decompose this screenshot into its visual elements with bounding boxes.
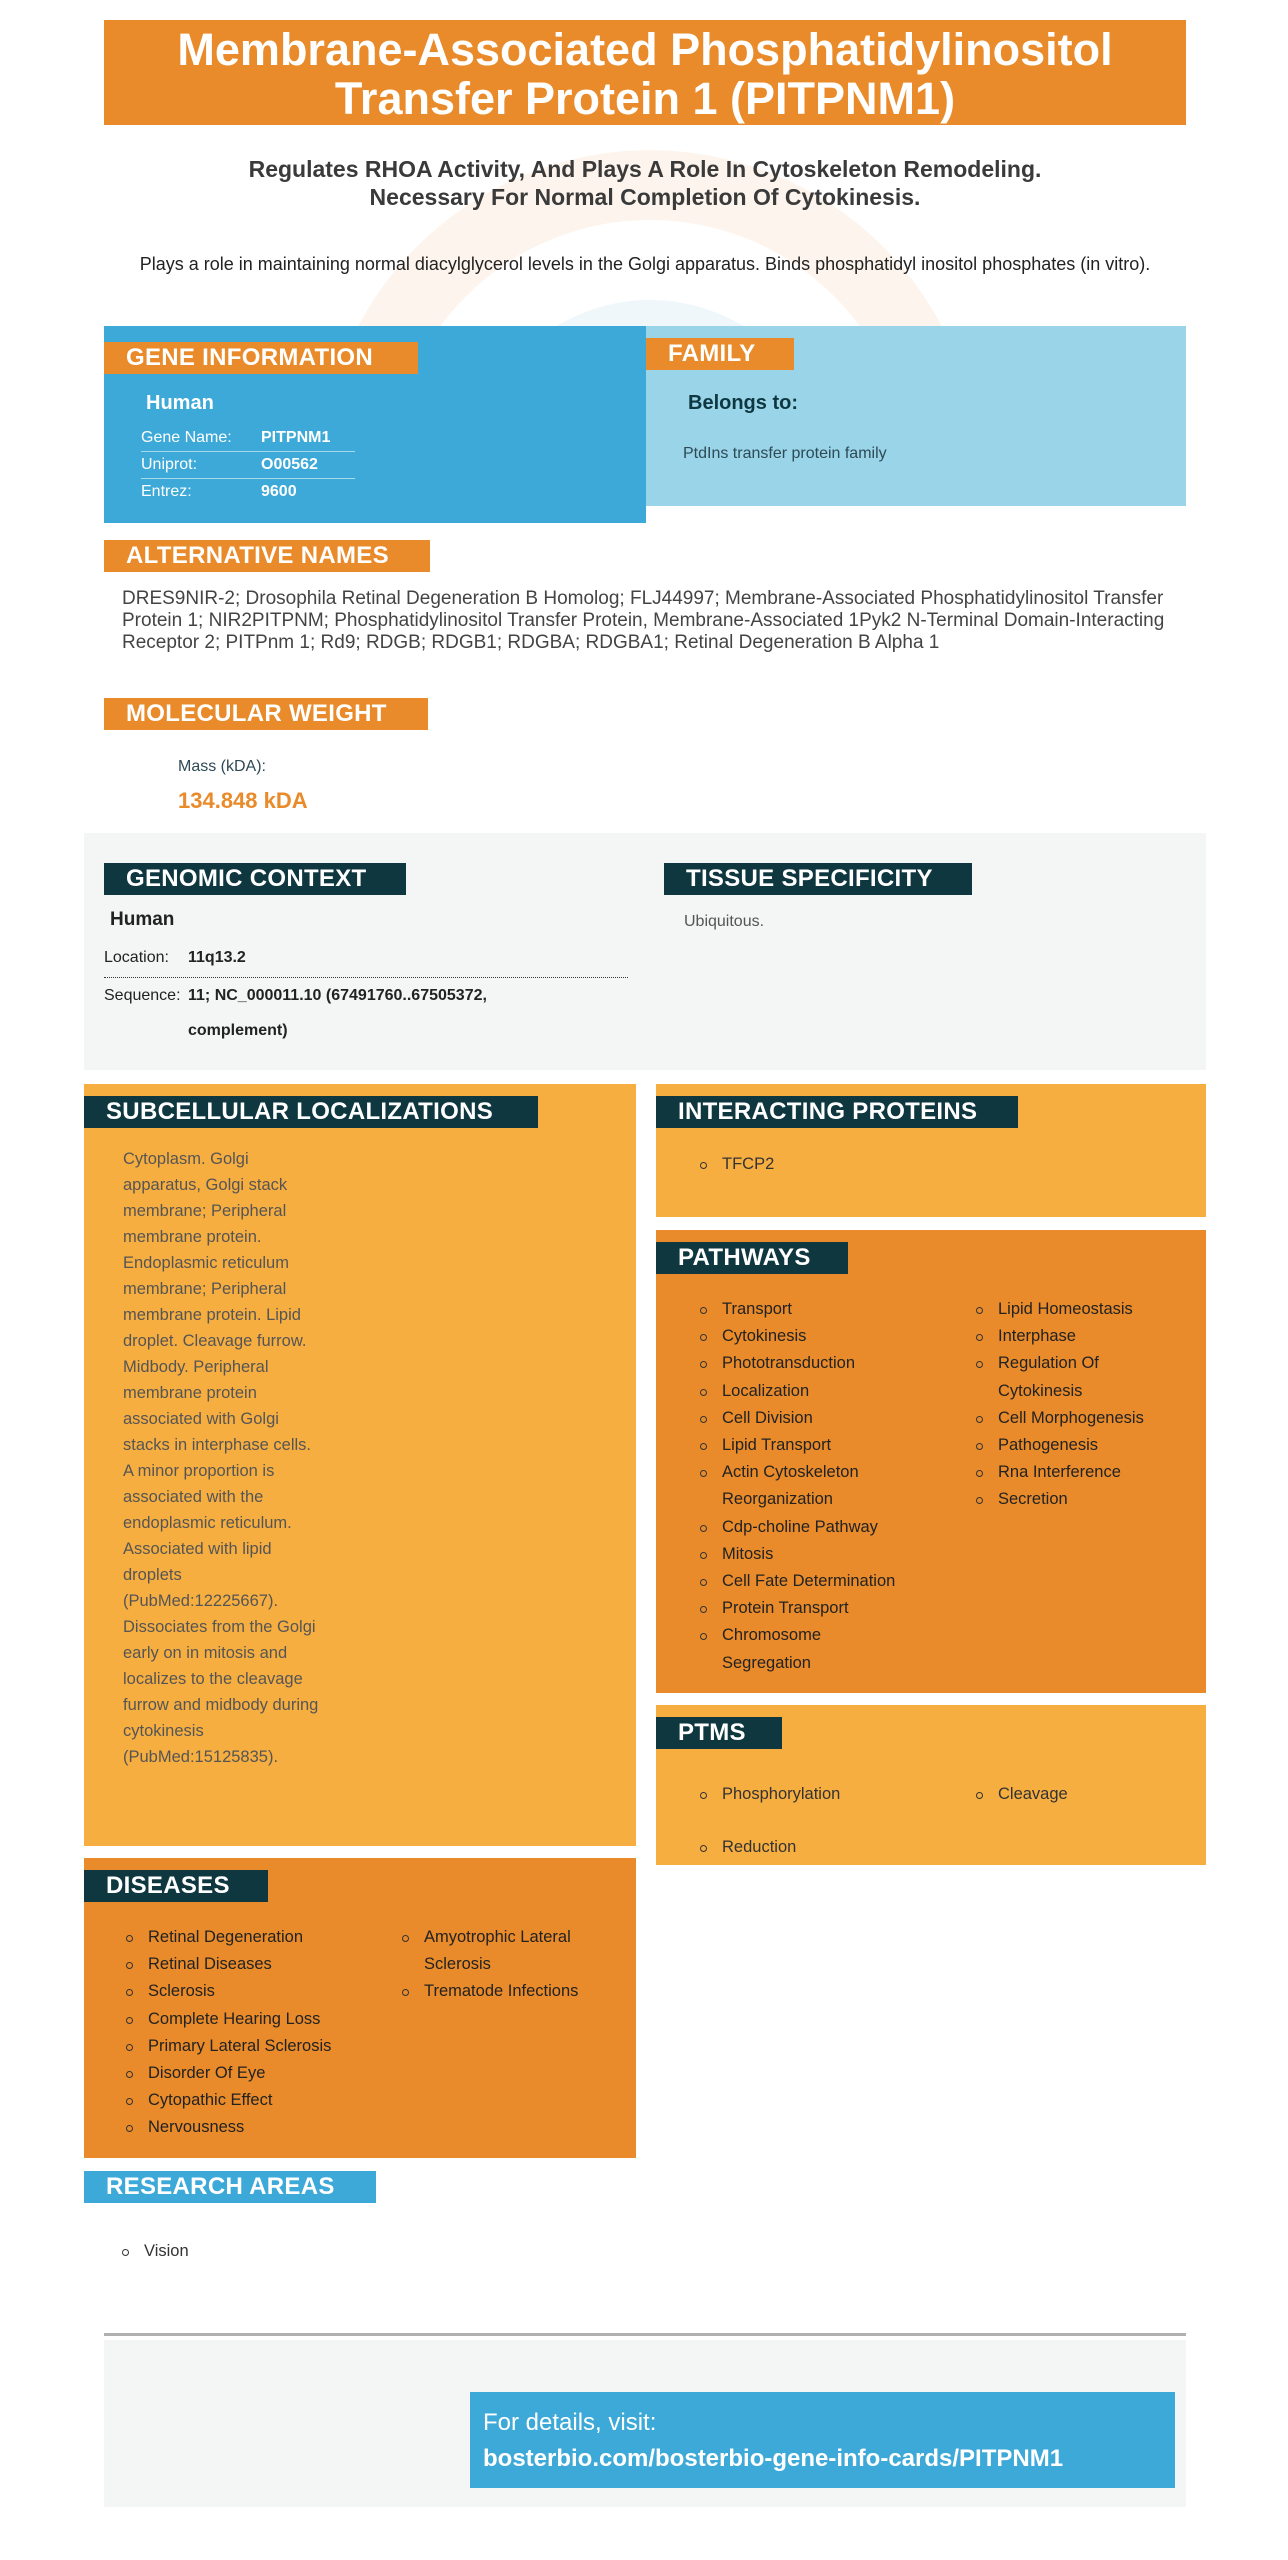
function-description: Plays a role in maintaining normal diacylglycerol levels in the Golgi apparatus. Binds phosphatidyl inositol phosphates (in vitro). [139, 254, 1151, 274]
interacting-proteins-heading: INTERACTING PROTEINS [656, 1096, 1018, 1128]
tissue-specificity-text: Ubiquitous. [684, 913, 765, 930]
tissue-specificity-heading: TISSUE SPECIFICITY [664, 863, 972, 895]
mass-value: 134.848 kDA [178, 788, 308, 813]
pathways-list-col1 [698, 1296, 938, 1677]
page-title: Membrane-Associated Phosphatidylinositol Transfer Protein 1 (PITPNM1) [104, 20, 1186, 125]
gene-name-row [141, 424, 355, 452]
alternative-names-heading: ALTERNATIVE NAMES [104, 540, 430, 572]
list-item: Cytokinesis [698, 1323, 938, 1350]
list-item: Cell Morphogenesis [974, 1405, 1174, 1432]
gene-information-panel [104, 326, 646, 523]
mass-label: Mass (kDA): [178, 758, 266, 775]
list-item: Disorder Of Eye [124, 2060, 364, 2087]
list-item: Protein Transport [698, 1595, 938, 1622]
interacting-proteins-panel [656, 1084, 1206, 1217]
location-value: 11q13.2 [188, 949, 246, 966]
list-item: Cytopathic Effect [124, 2087, 364, 2114]
list-item: Interphase [974, 1323, 1174, 1350]
ptms-panel [656, 1705, 1206, 1865]
list-item: Phototransduction [698, 1350, 938, 1377]
subcellular-localizations-panel [84, 1084, 636, 1846]
list-item: Sclerosis [124, 1978, 364, 2005]
list-item: Retinal Degeneration [124, 1924, 364, 1951]
ptms-list-col2 [974, 1781, 1068, 1808]
list-item: Vision [120, 2238, 189, 2265]
function-summary-line-2: Necessary For Normal Completion Of Cytokinesis. [369, 184, 921, 210]
function-summary [104, 155, 1186, 211]
uniprot-row [141, 451, 355, 479]
list-item: Mitosis [698, 1541, 938, 1568]
list-item: Retinal Diseases [124, 1951, 364, 1978]
list-item: Cdp-choline Pathway [698, 1514, 938, 1541]
list-item: Rna Interference [974, 1459, 1174, 1486]
function-summary-line-1: Regulates RHOA Activity, And Plays A Role In Cytoskeleton Remodeling. [248, 156, 1042, 182]
ptms-heading: PTMS [656, 1717, 782, 1749]
sequence-value-line-2: complement) [188, 1022, 288, 1039]
list-item: Secretion [974, 1486, 1174, 1513]
list-item: Cell Division [698, 1405, 938, 1432]
gene-name-key: Gene Name: [141, 429, 232, 446]
sequence-key: Sequence: [104, 987, 181, 1004]
footer-divider [104, 2333, 1186, 2336]
sequence-value-line-1: 11; NC_000011.10 (67491760..67505372, [188, 987, 487, 1004]
molecular-weight-heading: MOLECULAR WEIGHT [104, 698, 428, 730]
research-areas-heading: RESEARCH AREAS [84, 2171, 376, 2203]
uniprot-value: O00562 [261, 456, 318, 473]
list-item: Amyotrophic Lateral Sclerosis [400, 1924, 594, 1978]
list-item: Lipid Homeostasis [974, 1296, 1174, 1323]
list-item: Reduction [698, 1834, 840, 1861]
subcellular-text: Cytoplasm. Golgi apparatus, Golgi stack membrane; Peripheral membrane protein. Endoplasmic reticulum membrane; Peripheral membrane protein. Lipid droplet. Cleavage furrow. Midbody. Peripheral membrane protein associated with Golgi stacks in interphase cells. A minor proportion is associated with the endoplasmic reticulum. Associated with lipid droplets (PubMed:12225667). Dissociates from the Golgi early on in mitosis and localizes to the cleavage furrow and midbody during cytokinesis (PubMed:15125835). [123, 1150, 319, 1766]
details-link-box[interactable] [470, 2392, 1175, 2488]
diseases-list-col2 [400, 1924, 600, 2006]
diseases-heading: DISEASES [84, 1870, 268, 1902]
interacting-proteins-list [698, 1151, 774, 1178]
entrez-key: Entrez: [141, 483, 192, 500]
pathways-list-col2 [974, 1296, 1174, 1514]
list-item: Primary Lateral Sclerosis [124, 2033, 364, 2060]
genomic-species: Human [110, 909, 175, 930]
list-item: Trematode Infections [400, 1978, 600, 2005]
details-url-link[interactable]: bosterbio.com/bosterbio-gene-info-cards/PITPNM1 [483, 2445, 1064, 2472]
subcellular-heading: SUBCELLULAR LOCALIZATIONS [84, 1096, 538, 1128]
list-item: Complete Hearing Loss [124, 2006, 364, 2033]
diseases-panel [84, 1858, 636, 2158]
entrez-value: 9600 [261, 483, 297, 500]
gene-name-value: PITPNM1 [261, 429, 331, 446]
gene-information-heading: GENE INFORMATION [104, 342, 418, 374]
family-panel [646, 326, 1186, 506]
uniprot-key: Uniprot: [141, 456, 198, 473]
research-areas-list [120, 2238, 189, 2265]
list-item: Transport [698, 1296, 938, 1323]
list-item: Actin Cytoskeleton Reorganization [698, 1459, 882, 1513]
diseases-list-col1 [124, 1924, 364, 2142]
list-item: Cleavage [974, 1781, 1068, 1808]
family-heading: FAMILY [646, 338, 794, 370]
list-item: TFCP2 [698, 1151, 774, 1178]
entrez-row [141, 478, 355, 505]
list-item: Lipid Transport [698, 1432, 938, 1459]
list-item: Regulation Of Cytokinesis [974, 1350, 1128, 1404]
pathways-panel [656, 1230, 1206, 1693]
pathways-heading: PATHWAYS [656, 1242, 848, 1274]
genomic-context-heading: GENOMIC CONTEXT [104, 863, 406, 895]
gene-species: Human [146, 392, 214, 414]
location-row [104, 947, 628, 978]
genomic-tissue-band [84, 833, 1206, 1070]
details-label: For details, visit: [483, 2409, 657, 2436]
list-item: Phosphorylation [698, 1781, 840, 1808]
list-item: Pathogenesis [974, 1432, 1174, 1459]
ptms-list-col1 [698, 1781, 840, 1861]
family-text: PtdIns transfer protein family [683, 445, 887, 462]
list-item: Chromosome Segregation [698, 1622, 862, 1676]
alternative-names-text: DRES9NIR-2; Drosophila Retinal Degeneration B Homolog; FLJ44997; Membrane-Associated Phosphatidylinositol Transfer Protein 1; NIR2PITPNM; Phosphatidylinositol Transfer Protein, Membrane-Associated 1Pyk2 N-Terminal Domain-Interacting Receptor 2; PITPnm 1; Rd9; RDGB; RDGB1; RDGBA; RDGBA1; Retinal Degeneration B Alpha 1 [122, 588, 1165, 653]
belongs-to-label: Belongs to: [688, 392, 798, 414]
list-item: Nervousness [124, 2114, 364, 2141]
list-item: Localization [698, 1378, 938, 1405]
location-key: Location: [104, 949, 169, 966]
list-item: Cell Fate Determination [698, 1568, 938, 1595]
